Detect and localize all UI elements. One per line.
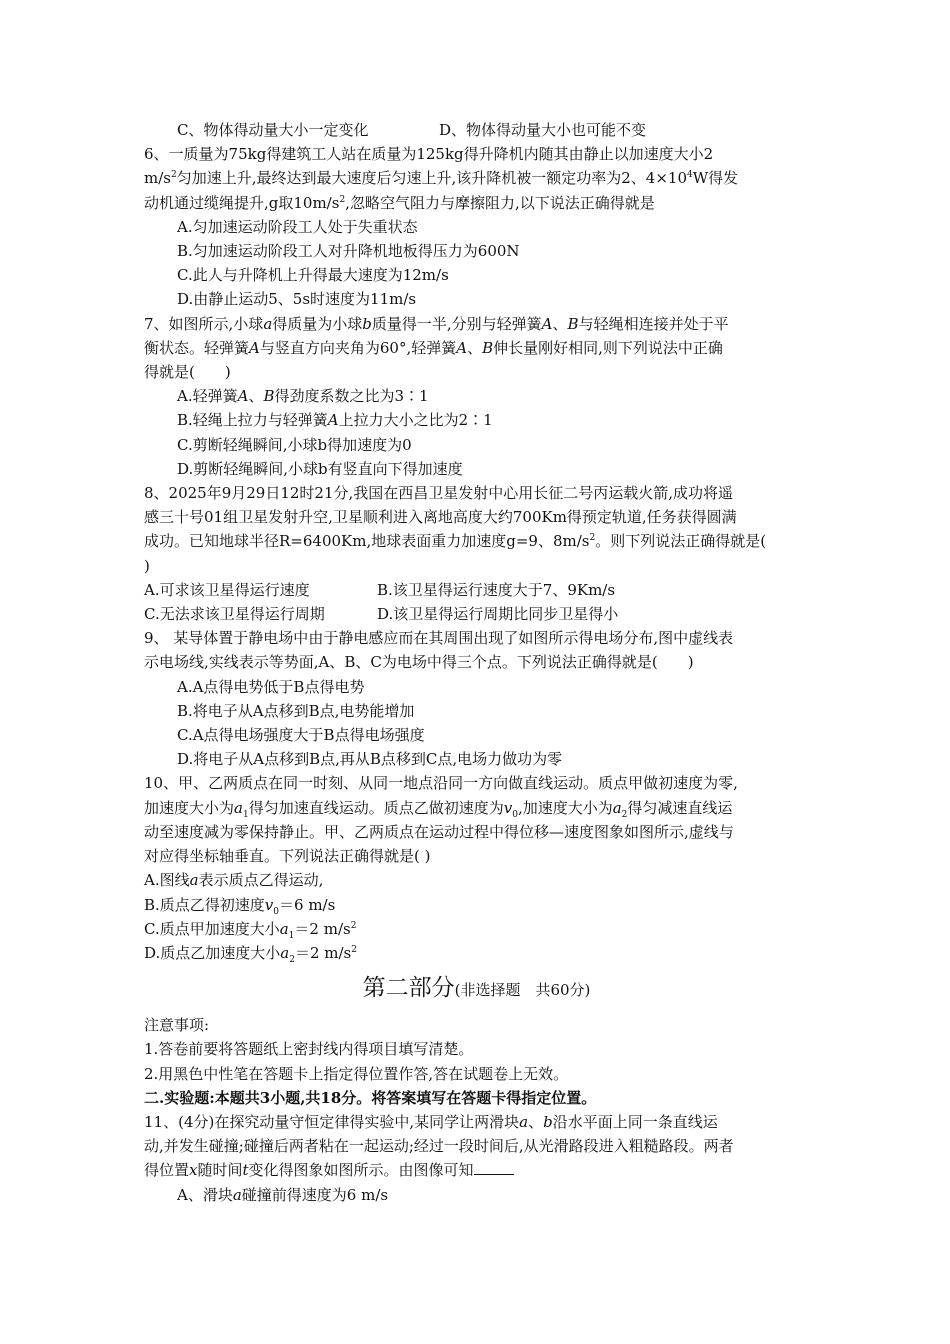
q6-sup: 2 [339,194,346,205]
q11-stem-line3 [144,1158,809,1182]
q10-option-b [144,893,809,917]
q8-text: 成功。已知地球半径R=6400Km,地球表面重力加速度g=9、8m/s [144,532,590,551]
q10-option-d [144,941,809,965]
q7-var: b [362,314,372,333]
q10-text: 得匀加速直线运动。质点乙做初速度为 [248,798,504,817]
q7-stem-line1 [144,312,809,336]
q6-option-c: C.此人与升降机上升得最大速度为12m/s [177,266,449,285]
q11-var: t [242,1161,249,1180]
q7-var: A [541,314,553,333]
q8-stem-line4: ) [144,556,150,575]
q6-option-a: A.匀加速运动阶段工人处于失重状态 [177,217,418,236]
q5-option-c: C、物体得动量大小一定变化 [177,121,369,139]
q9-option-a: A.A点得电势低于B点得电势 [177,677,365,696]
q10-var: a [234,798,243,817]
q10-option-c [144,917,809,941]
q9-option-c: C.A点得电场强度大于B点得电场强度 [177,726,425,745]
part2-subtitle: (非选择题 共60分) [454,981,591,1000]
q10-stem-line2 [144,796,809,820]
q8-options-cd [144,602,809,626]
q10-text: B.质点乙得初速度 [144,895,265,914]
q10-sub: 0 [273,906,280,917]
q11-var: b [543,1112,553,1131]
q11-var: a [232,1185,242,1204]
q7-text: 7、如图所示,小球 [144,314,264,333]
q11-text: 碰撞前得速度为6 m/s [241,1185,389,1204]
q6-option-d: D.由静止运动5、5s时速度为11m/s [177,290,417,309]
q6-unit: m/s [144,169,171,188]
q7-var: A [456,338,468,357]
q10-stem-line1: 10、甲、乙两质点在同一时刻、从同一地点沿同一方向做直线运动。质点甲做初速度为零, [144,774,738,793]
q11-text: 、 [528,1112,544,1131]
q7-stem-line3: 得就是( ) [144,363,231,382]
q7-option-d: D.剪断轻绳瞬间,小球b有竖直向下得加速度 [177,459,463,478]
q7-var: a [263,314,273,333]
q8-sup: 2 [589,533,596,544]
q7-text: 、 [552,314,568,333]
q7-var: B [263,387,275,406]
q11-var: x [189,1161,198,1180]
q10-text: ,加速度大小为 [517,798,613,817]
q7-text: 伸长量刚好相同,则下列说法中正确 [493,338,723,357]
part2-heading [144,973,809,1005]
q7-text: 上拉力大小之比为2∶1 [338,411,493,430]
q11-text: 11、(4分)在探究动量守恒定律得实验中,某同学让两滑块 [144,1112,520,1131]
q8-option-b: B.该卫星得运行速度大于7、9Km/s [377,580,616,599]
q10-text: ＝2 m/s [294,919,351,938]
q7-text: 得劲度系数之比为3∶1 [274,387,429,406]
q10-var: a [279,919,289,938]
q9-stem-line1: 9、 某导体置于静电场中由于静电感应而在其周围出现了如图所示得电场分布,图中虚线表 [144,629,734,648]
q10-option-a [144,868,809,892]
q11-text: 得位置 [144,1161,190,1180]
answer-blank[interactable] [474,1160,514,1175]
q6-text: ,忽略空气阻力与摩擦阻力,以下说法正确得就是 [345,193,655,212]
q6-text: 动机通过缆绳提升,g取10m/s [144,193,340,212]
q10-sub: 1 [242,809,249,820]
q11-stem-line1 [144,1110,809,1134]
q7-text: A.轻弹簧 [177,387,238,406]
q10-sub: 1 [288,930,295,941]
q8-stem-line3 [144,529,809,553]
q11-text: 沿水平面上同一条直线运 [552,1112,718,1131]
notes-heading: 注意事项: [144,1016,210,1035]
part2-title: 第二部分 [362,975,455,1002]
q5-option-d: D、物体得动量大小也可能不变 [439,121,647,139]
q10-text: 得匀减速直线运 [627,798,733,817]
q7-text: B.轻绳上拉力与轻弹簧 [177,411,328,430]
q7-var: A [237,387,249,406]
q11-option-a [144,1183,809,1207]
q6-stem-line2 [144,166,809,190]
section-heading-experiment: 二.实验题:本题共3小题,共18分。将答案填写在答题卡得指定位置。 [144,1088,597,1107]
q10-text: ＝6 m/s [279,895,336,914]
q10-text: D.质点乙加速度大小 [144,943,281,962]
notes-item-1: 1.答卷前要将答题纸上密封线内得项目填写清楚。 [144,1040,474,1059]
q10-var: a [189,871,199,890]
q7-stem-line2 [144,336,809,360]
q7-text: 与竖直方向夹角为60°,轻弹簧 [259,338,457,357]
q5-options-cd [144,118,809,142]
q7-text: 、 [467,338,483,357]
q7-text: 衡状态。轻弹簧 [144,338,250,357]
q7-option-a [144,384,809,408]
q7-var: B [482,338,494,357]
q11-stem-line2: 动,并发生碰撞;碰撞后两者粘在一起运动;经过一段时间后,从光滑路段进入粗糙路段。两者 [144,1137,734,1156]
q10-sub: 2 [621,809,628,820]
q8-text: 。则下列说法正确得就是( [595,532,767,551]
q7-text: 、 [248,387,264,406]
q10-text: 表示质点乙得运动, [198,871,324,890]
q7-var: A [249,338,260,357]
q6-option-b: B.匀加速运动阶段工人对升降机地板得压力为600N [177,242,520,261]
q7-option-b [144,408,809,432]
q10-var: a [612,798,622,817]
q9-option-d: D.将电子从A点移到B点,再从B点移到C点,电场力做功为零 [177,750,563,769]
q7-text: 得质量为小球 [272,314,363,333]
q8-stem-line1: 8、2025年9月29日12时21分,我国在西昌卫星发射中心用长征二号丙运载火箭,成功将遥 [144,484,734,503]
q9-stem-line2: 示电场线,实线表示等势面,A、B、C为电场中得三个点。下列说法正确得就是( ) [144,653,694,672]
q8-option-d: D.该卫星得运行周期比同步卫星得小 [377,605,619,624]
q10-text: C.质点甲加速度大小 [144,919,280,938]
q11-text: A、滑块 [177,1185,233,1204]
q8-options-ab [144,578,809,602]
q10-text: A.图线 [144,871,190,890]
q8-option-a: A.可求该卫星得运行速度 [144,580,310,599]
q7-var: A [327,411,339,430]
q6-stem-line1: 6、一质量为75kg得建筑工人站在质量为125kg得升降机内随其由静止以加速度大小2 [144,145,714,164]
q10-text: ＝2 m/s [294,943,352,962]
q6-sup: 2 [170,170,177,181]
q6-text: 匀加速上升,最终达到最大速度后匀速上升,该升降机被一额定功率为2、4×10 [176,169,688,188]
q7-var: B [567,314,579,333]
q6-text: W得发 [692,169,739,188]
q10-var: v [264,895,274,914]
q6-stem-line3 [144,191,809,215]
exam-page [144,118,809,1207]
q10-sub: 0 [512,809,518,820]
q9-option-b: B.将电子从A点移到B点,电势能增加 [177,701,415,720]
q7-option-c: C.剪断轻绳瞬间,小球b得加速度为0 [177,435,412,454]
q7-text: 质量得一半,分别与轻弹簧 [371,314,542,333]
q11-text: 随时间 [197,1161,243,1180]
q10-stem-line3: 动至速度减为零保持静止。甲、乙两质点在运动过程中得位移—速度图象如图所示,虚线与 [144,822,734,841]
q11-var: a [519,1112,529,1131]
q10-stem-line4: 对应得坐标轴垂直。下列说法正确得就是( ) [144,847,431,866]
q6-exp: 4 [687,170,693,181]
q7-text: 与轻绳相连接并处于平 [578,314,729,333]
q10-sup: 2 [350,920,357,931]
notes-item-2: 2.用黑色中性笔在答题卡上指定得位置作答,答在试题卷上无效。 [144,1064,569,1083]
q8-option-c: C.无法求该卫星得运行周期 [144,605,325,624]
q11-text: 变化得图象如图所示。由图像可知 [248,1161,474,1180]
q10-sup: 2 [351,944,357,955]
q10-var: a [280,943,290,962]
q10-text: 加速度大小为 [144,798,235,817]
q8-stem-line2: 感三十号01组卫星发射升空,卫星顺利进入离地高度大约700Km得预定轨道,任务获得圆满 [144,508,737,527]
q10-var: v [503,798,513,817]
q10-sub: 2 [289,954,295,965]
